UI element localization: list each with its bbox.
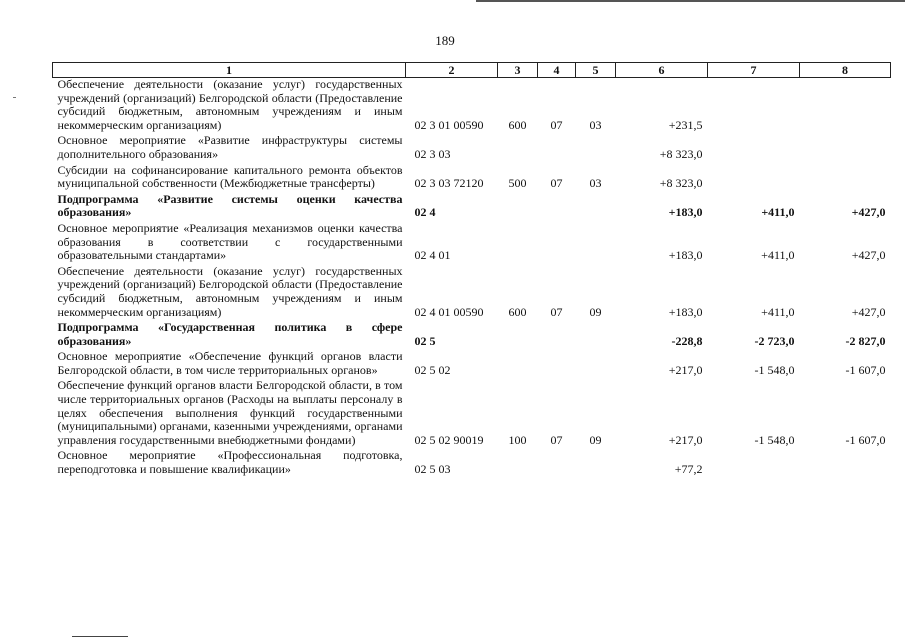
row-col8 [800, 78, 891, 133]
table-row [53, 191, 891, 220]
header-cell-4: 4 [538, 63, 576, 78]
row-name: Обеспечение функций органов власти Белгородской области, в том числе территориальных органов (Расходы на выплаты персоналу в целях обеспечения выполнения функций государственными (муниципальными) органами, казенными учреждениями, органами управления государственными внебюджетными фондами) [57, 378, 403, 447]
row-col6: +183,0 [668, 304, 703, 319]
table-row [53, 78, 891, 133]
row-code: 02 4 [414, 205, 436, 220]
row-col5: 09 [589, 432, 602, 447]
row-col5: 03 [589, 117, 602, 132]
row-col7: +411,0 [761, 248, 795, 263]
row-code: 02 5 02 [414, 362, 451, 377]
row-col3 [498, 447, 538, 476]
row-col3: 600 [508, 117, 527, 132]
row-col8: +427,0 [851, 248, 886, 263]
row-name: Субсидии на софинансирование капитального ремонта объектов муниципальной собственности (Межбюджетные трансферты) [57, 162, 403, 191]
row-col4 [538, 319, 576, 348]
header-cell-5: 5 [576, 63, 616, 78]
row-col7 [708, 78, 800, 133]
row-col4 [538, 447, 576, 476]
row-name: Основное мероприятие «Профессиональная подготовка, переподготовка и повышение квалификации» [57, 448, 403, 477]
row-col5 [576, 319, 616, 348]
row-col5: 09 [589, 304, 602, 319]
row-code: 02 4 01 [414, 248, 451, 263]
table-row [53, 132, 891, 161]
row-col5 [576, 220, 616, 263]
header-cell-3: 3 [498, 63, 538, 78]
row-name: Основное мероприятие «Обеспечение функций органов власти Белгородской области, в том числе территориальных органов» [57, 349, 403, 377]
row-col8 [800, 162, 891, 191]
page-number: 189 [435, 33, 455, 48]
row-name: Обеспечение деятельности (оказание услуг) государственных учреждений (организаций) Белгородской области (Предоставление субсидий бюджетным, автономным учреждениям и иным некоммерческим организациям) [57, 263, 403, 319]
row-col8: -1 607,0 [845, 432, 886, 447]
row-col5 [576, 191, 616, 220]
row-code: 02 3 01 00590 [414, 117, 484, 132]
table-row [53, 263, 891, 319]
row-col6: +77,2 [674, 462, 703, 477]
row-col5 [576, 447, 616, 476]
row-col3: 500 [508, 176, 527, 191]
row-col6: +8 323,0 [659, 176, 703, 191]
row-code: 02 3 03 72120 [414, 176, 484, 191]
margin-mark [13, 97, 16, 98]
row-col7 [708, 447, 800, 476]
row-col7 [708, 162, 800, 191]
row-col6: +217,0 [668, 362, 703, 377]
row-col8 [800, 132, 891, 161]
row-col4 [538, 220, 576, 263]
row-col6: +183,0 [668, 205, 703, 220]
row-col7: -1 548,0 [754, 432, 795, 447]
row-col7 [708, 132, 800, 161]
row-name: Подпрограмма «Развитие системы оценки качества образования» [57, 191, 403, 220]
row-col7: -1 548,0 [754, 362, 795, 377]
header-cell-2: 2 [406, 63, 498, 78]
row-col4: 07 [550, 176, 563, 191]
header-cell-6: 6 [616, 63, 708, 78]
row-col4 [538, 132, 576, 161]
row-col3 [498, 220, 538, 263]
row-col8: +427,0 [851, 304, 886, 319]
header-cell-1: 1 [53, 63, 406, 78]
row-code: 02 4 01 00590 [414, 304, 484, 319]
row-col5 [576, 132, 616, 161]
row-col8: -1 607,0 [845, 362, 886, 377]
row-code: 02 5 [414, 333, 436, 348]
row-col6: -228,8 [671, 333, 703, 348]
row-col8 [800, 447, 891, 476]
row-col8: -2 827,0 [845, 333, 886, 348]
row-col6: +8 323,0 [659, 146, 703, 161]
header-cell-7: 7 [708, 63, 800, 78]
row-col4: 07 [550, 117, 563, 132]
table-row [53, 220, 891, 263]
row-col3: 600 [508, 304, 527, 319]
row-name: Основное мероприятие «Реализация механизмов оценки качества образования в соответствии с государственными образовательными стандартами» [57, 220, 403, 263]
row-col4: 07 [550, 432, 563, 447]
table-row [53, 348, 891, 377]
row-col6: +183,0 [668, 248, 703, 263]
row-col4 [538, 348, 576, 377]
table-row [53, 319, 891, 348]
row-col5 [576, 348, 616, 377]
row-col6: +217,0 [668, 432, 703, 447]
row-col4: 07 [550, 304, 563, 319]
row-col7: +411,0 [761, 304, 795, 319]
row-col8: +427,0 [851, 205, 886, 220]
table-row [53, 162, 891, 191]
row-col3 [498, 191, 538, 220]
row-code: 02 3 03 [414, 146, 451, 161]
row-col3 [498, 319, 538, 348]
row-name: Обеспечение деятельности (оказание услуг) государственных учреждений (организаций) Белгородской области (Предоставление субсидий бюджетным, автономным учреждениям и иным некоммерческим организациям) [57, 77, 403, 132]
row-code: 02 5 02 90019 [414, 432, 484, 447]
row-code: 02 5 03 [414, 462, 451, 477]
header-row [53, 63, 891, 78]
footer-rule [72, 636, 128, 637]
row-col3 [498, 132, 538, 161]
table-row [53, 377, 891, 447]
row-col7: +411,0 [761, 205, 795, 220]
row-col3: 100 [508, 432, 527, 447]
row-name: Основное мероприятие «Развитие инфраструктуры системы дополнительного образования» [57, 133, 403, 161]
row-name: Подпрограмма «Государственная политика в сфере образования» [57, 320, 403, 348]
row-col6: +231,5 [668, 117, 703, 132]
header-cell-8: 8 [800, 63, 891, 78]
top-rule [476, 0, 905, 2]
budget-table [52, 62, 891, 477]
table-body [53, 78, 891, 477]
row-col5: 03 [589, 176, 602, 191]
table-row [53, 447, 891, 476]
row-col7: -2 723,0 [754, 333, 795, 348]
row-col3 [498, 348, 538, 377]
row-col4 [538, 191, 576, 220]
